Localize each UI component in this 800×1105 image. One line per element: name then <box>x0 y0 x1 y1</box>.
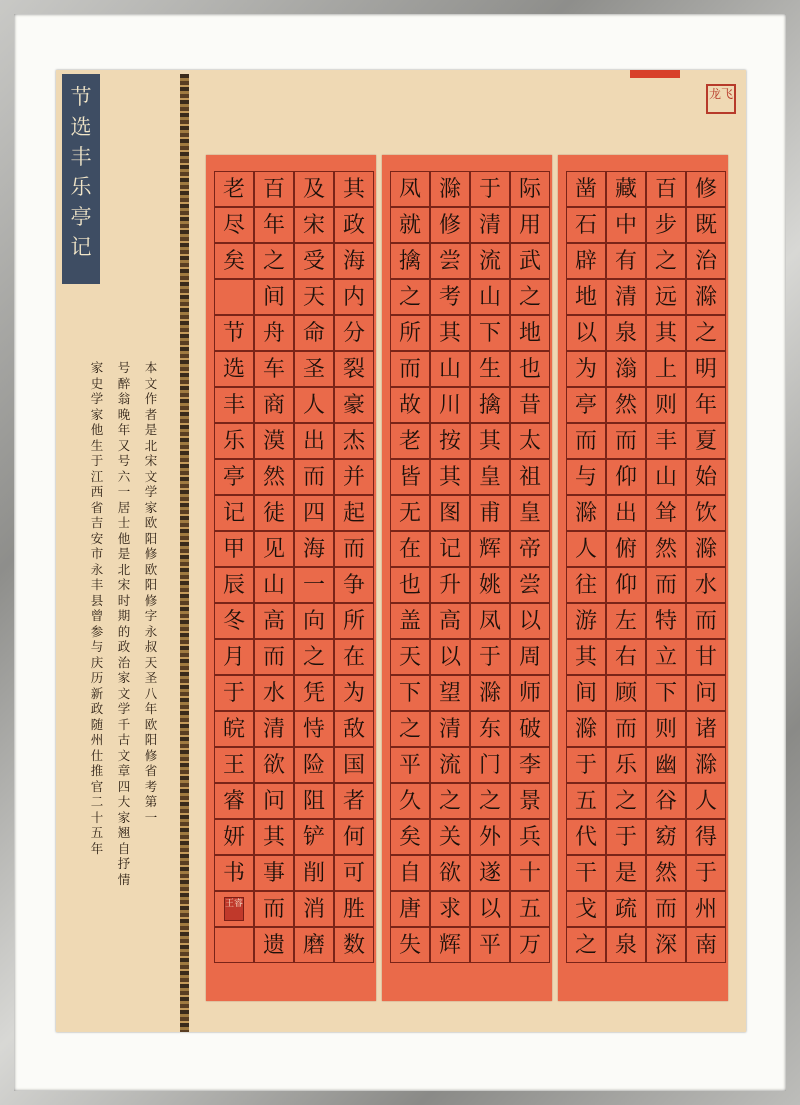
character-cell: 及 <box>294 171 334 207</box>
character-cell: 于 <box>470 639 510 675</box>
character-cell: 则 <box>646 711 686 747</box>
character-cell: 深 <box>646 927 686 963</box>
character-cell: 辟 <box>566 243 606 279</box>
decorative-border-strip <box>180 74 189 1032</box>
character-cell: 高 <box>254 603 294 639</box>
character-cell: 百 <box>646 171 686 207</box>
character-cell: 年 <box>254 207 294 243</box>
character-cell: 而 <box>646 567 686 603</box>
character-cell: 唐 <box>390 891 430 927</box>
character-cell: 特 <box>646 603 686 639</box>
character-cell: 上 <box>646 351 686 387</box>
character-cell: 太 <box>510 423 550 459</box>
character-cell: 关 <box>430 819 470 855</box>
character-cell: 清 <box>606 279 646 315</box>
character-cell: 裂 <box>334 351 374 387</box>
character-cell: 俯 <box>606 531 646 567</box>
character-cell: 然 <box>254 459 294 495</box>
character-cell: 姚 <box>470 567 510 603</box>
character-cell: 皇 <box>470 459 510 495</box>
character-cell: 以 <box>510 603 550 639</box>
character-cell: 就 <box>390 207 430 243</box>
character-cell: 干 <box>566 855 606 891</box>
character-cell: 丰 <box>214 387 254 423</box>
character-cell: 清 <box>430 711 470 747</box>
character-cell: 游 <box>566 603 606 639</box>
character-cell: 山 <box>254 567 294 603</box>
character-cell: 景 <box>510 783 550 819</box>
character-cell: 书 <box>214 855 254 891</box>
character-cell: 其 <box>646 315 686 351</box>
character-cell: 以 <box>430 639 470 675</box>
character-cell: 平 <box>470 927 510 963</box>
character-cell: 睿 <box>214 783 254 819</box>
character-cell: 南 <box>686 927 726 963</box>
character-cell: 之 <box>510 279 550 315</box>
character-cell: 高 <box>430 603 470 639</box>
character-cell: 于 <box>686 855 726 891</box>
character-cell: 亭 <box>566 387 606 423</box>
character-cell: 问 <box>686 675 726 711</box>
character-cell: 险 <box>294 747 334 783</box>
character-cell: 则 <box>646 387 686 423</box>
character-cell: 为 <box>566 351 606 387</box>
character-cell: 之 <box>566 927 606 963</box>
character-cell: 水 <box>254 675 294 711</box>
character-cell: 一 <box>294 567 334 603</box>
character-cell: 乐 <box>606 747 646 783</box>
character-cell: 清 <box>470 207 510 243</box>
character-cell: 辉 <box>430 927 470 963</box>
character-cell: 也 <box>390 567 430 603</box>
character-cell: 失 <box>390 927 430 963</box>
character-cell: 甲 <box>214 531 254 567</box>
character-cell: 天 <box>390 639 430 675</box>
character-cell: 记 <box>214 495 254 531</box>
character-cell: 之 <box>646 243 686 279</box>
character-cell: 泉 <box>606 315 646 351</box>
character-cell: 之 <box>390 279 430 315</box>
character-cell: 凤 <box>470 603 510 639</box>
character-cell: 以 <box>470 891 510 927</box>
character-cell: 修 <box>430 207 470 243</box>
character-cell: 有 <box>606 243 646 279</box>
character-cell: 事 <box>254 855 294 891</box>
character-cell: 漠 <box>254 423 294 459</box>
character-cell: 下 <box>646 675 686 711</box>
character-cell: 川 <box>430 387 470 423</box>
character-cell: 下 <box>390 675 430 711</box>
character-cell: 州 <box>686 891 726 927</box>
character-cell: 其 <box>254 819 294 855</box>
character-cell: 冬 <box>214 603 254 639</box>
character-cell: 可 <box>334 855 374 891</box>
character-cell: 远 <box>646 279 686 315</box>
character-cell: 图 <box>430 495 470 531</box>
character-cell: 平 <box>390 747 430 783</box>
character-cell: 夏 <box>686 423 726 459</box>
character-cell: 右 <box>606 639 646 675</box>
character-cell: 其 <box>334 171 374 207</box>
character-cell: 戈 <box>566 891 606 927</box>
character-cell: 矣 <box>390 819 430 855</box>
author-seal-stamp: 王睿 <box>224 897 244 921</box>
character-cell: 丰 <box>646 423 686 459</box>
character-cell: 人 <box>566 531 606 567</box>
character-cell: 而 <box>646 891 686 927</box>
character-cell <box>214 927 254 963</box>
character-cell: 海 <box>334 243 374 279</box>
character-cell: 滁 <box>686 747 726 783</box>
character-cell: 耸 <box>646 495 686 531</box>
character-cell: 辰 <box>214 567 254 603</box>
character-cell: 国 <box>334 747 374 783</box>
character-cell: 恃 <box>294 711 334 747</box>
author-note-2: 号醉翁晚年又号六一居士他是北宋时期的政治家文学千古文章四大家翘自抒情 <box>117 360 131 887</box>
character-cell: 之 <box>254 243 294 279</box>
character-cell: 杰 <box>334 423 374 459</box>
character-cell: 山 <box>430 351 470 387</box>
character-cell: 圣 <box>294 351 334 387</box>
character-cell: 磨 <box>294 927 334 963</box>
character-cell: 立 <box>646 639 686 675</box>
character-cell: 凿 <box>566 171 606 207</box>
character-cell: 削 <box>294 855 334 891</box>
character-cell: 生 <box>470 351 510 387</box>
character-cell: 天 <box>294 279 334 315</box>
red-tab-decoration <box>630 70 680 78</box>
character-cell: 地 <box>566 279 606 315</box>
character-cell: 擒 <box>470 387 510 423</box>
character-cell: 皖 <box>214 711 254 747</box>
character-cell: 辉 <box>470 531 510 567</box>
character-cell: 破 <box>510 711 550 747</box>
character-cell: 李 <box>510 747 550 783</box>
character-cell: 何 <box>334 819 374 855</box>
character-cell: 而 <box>390 351 430 387</box>
character-cell: 欲 <box>430 855 470 891</box>
character-cell: 于 <box>606 819 646 855</box>
character-cell: 周 <box>510 639 550 675</box>
character-cell: 甘 <box>686 639 726 675</box>
character-cell: 代 <box>566 819 606 855</box>
character-cell: 其 <box>430 315 470 351</box>
title-strip <box>62 74 100 284</box>
character-cell: 甫 <box>470 495 510 531</box>
character-cell: 老 <box>390 423 430 459</box>
character-cell: 百 <box>254 171 294 207</box>
character-cell: 而 <box>566 423 606 459</box>
character-cell: 滁 <box>566 711 606 747</box>
character-cell: 疏 <box>606 891 646 927</box>
character-cell: 人 <box>294 387 334 423</box>
character-cell: 尝 <box>510 567 550 603</box>
character-cell: 既 <box>686 207 726 243</box>
character-cell: 出 <box>606 495 646 531</box>
character-cell: 其 <box>430 459 470 495</box>
character-cell: 求 <box>430 891 470 927</box>
character-cell: 商 <box>254 387 294 423</box>
character-cell: 妍 <box>214 819 254 855</box>
character-cell: 遂 <box>470 855 510 891</box>
character-cell: 武 <box>510 243 550 279</box>
character-cell: 人 <box>686 783 726 819</box>
character-cell: 然 <box>646 855 686 891</box>
character-cell: 于 <box>214 675 254 711</box>
character-cell: 与 <box>566 459 606 495</box>
character-cell: 无 <box>390 495 430 531</box>
character-cell: 之 <box>686 315 726 351</box>
character-cell: 豪 <box>334 387 374 423</box>
character-cell: 故 <box>390 387 430 423</box>
character-cell: 胜 <box>334 891 374 927</box>
character-cell: 矣 <box>214 243 254 279</box>
character-cell: 者 <box>334 783 374 819</box>
character-cell: 出 <box>294 423 334 459</box>
character-cell: 仰 <box>606 567 646 603</box>
character-cell: 老 <box>214 171 254 207</box>
character-cell: 之 <box>606 783 646 819</box>
character-cell: 窈 <box>646 819 686 855</box>
character-cell: 久 <box>390 783 430 819</box>
character-cell: 月 <box>214 639 254 675</box>
character-cell: 滁 <box>686 531 726 567</box>
character-cell: 而 <box>254 891 294 927</box>
character-cell: 选 <box>214 351 254 387</box>
character-cell: 流 <box>470 243 510 279</box>
character-cell: 治 <box>686 243 726 279</box>
character-cell: 修 <box>686 171 726 207</box>
character-cell: 始 <box>686 459 726 495</box>
character-cell: 用 <box>510 207 550 243</box>
character-cell: 饮 <box>686 495 726 531</box>
character-cell: 尝 <box>430 243 470 279</box>
character-cell: 皇 <box>510 495 550 531</box>
character-cell: 其 <box>470 423 510 459</box>
character-cell: 其 <box>566 639 606 675</box>
character-cell: 藏 <box>606 171 646 207</box>
character-cell: 四 <box>294 495 334 531</box>
character-cell: 之 <box>470 783 510 819</box>
character-cell: 而 <box>254 639 294 675</box>
character-cell: 记 <box>430 531 470 567</box>
character-cell: 消 <box>294 891 334 927</box>
character-cell: 节 <box>214 315 254 351</box>
character-cell: 向 <box>294 603 334 639</box>
character-cell: 间 <box>254 279 294 315</box>
character-cell: 考 <box>430 279 470 315</box>
character-cell: 在 <box>334 639 374 675</box>
character-cell: 左 <box>606 603 646 639</box>
character-cell: 徒 <box>254 495 294 531</box>
character-cell: 五 <box>566 783 606 819</box>
character-cell: 清 <box>254 711 294 747</box>
character-cell: 分 <box>334 315 374 351</box>
character-cell: 而 <box>686 603 726 639</box>
character-cell: 而 <box>606 711 646 747</box>
character-cell: 阻 <box>294 783 334 819</box>
character-cell: 外 <box>470 819 510 855</box>
character-cell: 然 <box>646 531 686 567</box>
character-cell: 命 <box>294 315 334 351</box>
character-cell: 师 <box>510 675 550 711</box>
character-cell: 山 <box>470 279 510 315</box>
character-cell: 遗 <box>254 927 294 963</box>
character-cell: 起 <box>334 495 374 531</box>
text-panel-right <box>558 155 728 1001</box>
character-cell: 际 <box>510 171 550 207</box>
character-cell: 滁 <box>470 675 510 711</box>
character-cell: 十 <box>510 855 550 891</box>
character-cell: 滁 <box>566 495 606 531</box>
character-cell: 下 <box>470 315 510 351</box>
character-cell: 所 <box>334 603 374 639</box>
character-cell: 东 <box>470 711 510 747</box>
character-cell: 王 <box>214 747 254 783</box>
character-cell: 按 <box>430 423 470 459</box>
character-cell: 以 <box>566 315 606 351</box>
character-cell: 诸 <box>686 711 726 747</box>
character-cell: 泉 <box>606 927 646 963</box>
character-cell: 而 <box>334 531 374 567</box>
character-cell: 帝 <box>510 531 550 567</box>
character-cell: 尽 <box>214 207 254 243</box>
character-cell: 年 <box>686 387 726 423</box>
author-note-3: 家史学家他生于江西省吉安市永丰县曾参与庆历新政随州仕推官二十五年 <box>90 360 104 856</box>
character-cell <box>214 279 254 315</box>
character-cell: 海 <box>294 531 334 567</box>
character-cell: 昔 <box>510 387 550 423</box>
character-cell: 见 <box>254 531 294 567</box>
character-cell: 而 <box>294 459 334 495</box>
character-cell: 得 <box>686 819 726 855</box>
character-cell: 于 <box>470 171 510 207</box>
character-cell: 升 <box>430 567 470 603</box>
character-cell: 乐 <box>214 423 254 459</box>
character-cell: 铲 <box>294 819 334 855</box>
character-cell: 仰 <box>606 459 646 495</box>
character-cell: 石 <box>566 207 606 243</box>
character-cell: 间 <box>566 675 606 711</box>
author-note-1: 本文作者是北宋文学家欧阳修欧阳修字永叔天圣八年欧阳修省考第一 <box>144 360 158 825</box>
character-cell: 车 <box>254 351 294 387</box>
character-cell: 数 <box>334 927 374 963</box>
work-title: 节选丰乐亭记 <box>70 85 92 259</box>
character-cell: 滁 <box>686 279 726 315</box>
character-cell: 望 <box>430 675 470 711</box>
character-cell: 水 <box>686 567 726 603</box>
character-cell: 山 <box>646 459 686 495</box>
character-cell: 滁 <box>430 171 470 207</box>
character-cell: 谷 <box>646 783 686 819</box>
character-cell: 之 <box>294 639 334 675</box>
character-cell: 之 <box>390 711 430 747</box>
character-cell: 擒 <box>390 243 430 279</box>
character-cell: 凤 <box>390 171 430 207</box>
character-cell: 步 <box>646 207 686 243</box>
character-cell: 欲 <box>254 747 294 783</box>
character-cell: 争 <box>334 567 374 603</box>
character-cell: 而 <box>606 423 646 459</box>
character-cell: 也 <box>510 351 550 387</box>
character-cell: 祖 <box>510 459 550 495</box>
top-seal-stamp: 龙飞 <box>706 84 736 114</box>
character-cell: 往 <box>566 567 606 603</box>
character-cell: 兵 <box>510 819 550 855</box>
character-cell: 舟 <box>254 315 294 351</box>
character-cell: 于 <box>566 747 606 783</box>
character-cell: 流 <box>430 747 470 783</box>
character-cell: 滃 <box>606 351 646 387</box>
character-cell: 然 <box>606 387 646 423</box>
character-cell: 敌 <box>334 711 374 747</box>
character-cell: 为 <box>334 675 374 711</box>
character-cell: 皆 <box>390 459 430 495</box>
character-cell: 在 <box>390 531 430 567</box>
character-cell: 盖 <box>390 603 430 639</box>
character-cell: 自 <box>390 855 430 891</box>
character-cell: 万 <box>510 927 550 963</box>
text-panel-left <box>206 155 376 1001</box>
character-cell: 顾 <box>606 675 646 711</box>
character-cell: 五 <box>510 891 550 927</box>
character-cell: 并 <box>334 459 374 495</box>
character-cell: 之 <box>430 783 470 819</box>
character-cell: 宋 <box>294 207 334 243</box>
character-cell: 政 <box>334 207 374 243</box>
character-cell: 问 <box>254 783 294 819</box>
character-cell: 中 <box>606 207 646 243</box>
character-cell: 门 <box>470 747 510 783</box>
character-cell: 明 <box>686 351 726 387</box>
character-cell: 内 <box>334 279 374 315</box>
character-cell: 是 <box>606 855 646 891</box>
text-panel-middle <box>382 155 552 1001</box>
character-cell: 地 <box>510 315 550 351</box>
character-cell: 受 <box>294 243 334 279</box>
character-cell: 幽 <box>646 747 686 783</box>
character-cell: 凭 <box>294 675 334 711</box>
character-cell: 所 <box>390 315 430 351</box>
character-cell: 亭 <box>214 459 254 495</box>
